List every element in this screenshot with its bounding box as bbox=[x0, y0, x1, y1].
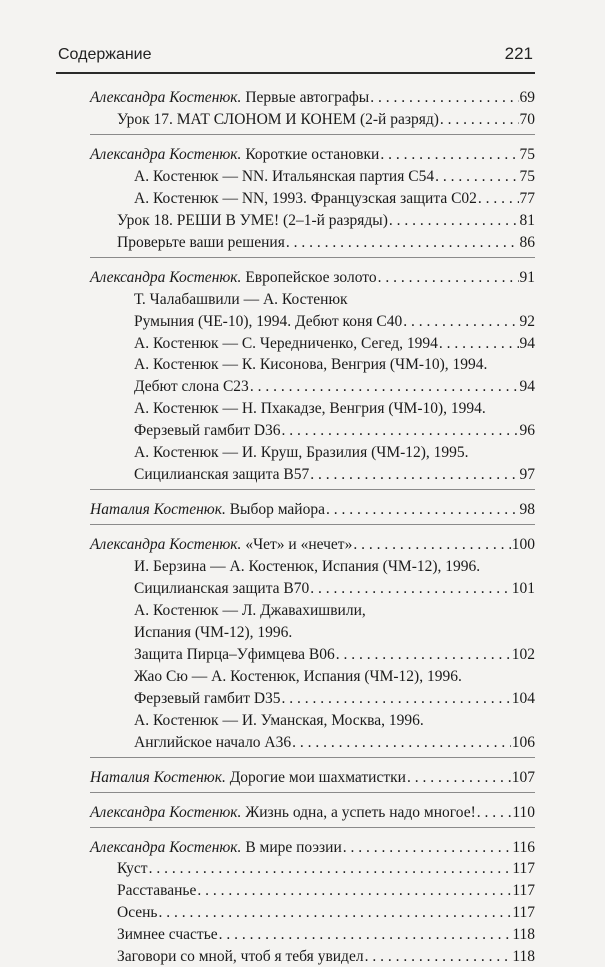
toc-entry-title bbox=[134, 623, 292, 643]
toc-entry-page: 92 bbox=[519, 312, 535, 330]
toc-entry-text: Первые автографы bbox=[241, 89, 370, 106]
toc-entry-title bbox=[117, 881, 196, 901]
toc-entry-title bbox=[134, 733, 291, 753]
toc-entry-page: 86 bbox=[519, 233, 535, 251]
dot-leader bbox=[149, 859, 512, 879]
toc-entry-page: 118 bbox=[512, 926, 535, 944]
dot-leader bbox=[292, 733, 511, 753]
toc-entry bbox=[134, 167, 535, 187]
toc-entry-text: Дорогие мои шахматистки bbox=[225, 768, 406, 786]
toc-entry-text: Английское начало А36 bbox=[134, 733, 292, 751]
toc-entry-page: 69 bbox=[519, 89, 535, 106]
toc-entry-text: Проверьте ваши решения bbox=[117, 233, 285, 251]
toc-entry-text: Румыния (ЧЕ-10), 1994. Дебют коня С40 bbox=[134, 312, 403, 330]
toc-entry-text: А. Костенюк — NN, 1993. Французская защита С02 bbox=[134, 189, 477, 207]
toc-entry-author: Александра Костенюк. bbox=[90, 89, 242, 106]
dot-leader bbox=[310, 465, 518, 485]
dot-leader bbox=[477, 803, 512, 823]
toc-entry-text: А. Костенюк — NN. Итальянская партия С54 bbox=[134, 167, 435, 185]
dot-leader bbox=[407, 768, 511, 788]
dot-leader bbox=[197, 881, 511, 901]
section-title: Содержание bbox=[58, 46, 152, 63]
toc-entry-page: 104 bbox=[511, 689, 535, 707]
toc-entry-title bbox=[90, 145, 379, 165]
toc-entry bbox=[134, 733, 535, 753]
toc-entry bbox=[134, 601, 535, 621]
toc-entry bbox=[134, 579, 535, 599]
toc-entry-text: Ферзевый гамбит D35 bbox=[134, 689, 281, 707]
toc-entry-text: Короткие остановки bbox=[241, 145, 380, 163]
section-divider bbox=[90, 257, 535, 258]
toc-entry bbox=[134, 334, 535, 354]
dot-leader bbox=[159, 903, 512, 923]
toc-entry-title bbox=[117, 925, 218, 945]
toc-entry-page: 98 bbox=[519, 501, 535, 519]
toc-entry bbox=[134, 667, 535, 687]
dot-leader bbox=[343, 838, 512, 858]
dot-leader bbox=[353, 535, 510, 555]
toc-entry-author: Александра Костенюк. bbox=[90, 803, 242, 821]
toc-entry-title bbox=[134, 334, 438, 354]
toc-entry bbox=[134, 623, 535, 643]
toc-entry-author: Александра Костенюк. bbox=[90, 268, 242, 286]
section-divider bbox=[90, 134, 535, 135]
toc-entry-page: 106 bbox=[511, 733, 535, 751]
toc-entry bbox=[117, 110, 535, 130]
toc-entry-text: Сицилианская защита В70 bbox=[134, 580, 310, 597]
toc-entry-author: Наталия Костенюк. bbox=[90, 768, 226, 786]
toc-entry bbox=[117, 947, 535, 967]
dot-leader bbox=[250, 377, 519, 397]
toc-entry-title bbox=[134, 399, 486, 419]
dot-leader bbox=[380, 145, 518, 165]
toc-entry-title bbox=[134, 667, 462, 687]
toc-entry bbox=[117, 903, 535, 923]
toc-entry bbox=[134, 689, 535, 709]
toc-entry-author: Александра Костенюк. bbox=[90, 536, 242, 554]
section-divider bbox=[90, 792, 535, 793]
toc-entry bbox=[134, 377, 535, 397]
toc-entry bbox=[117, 233, 535, 253]
toc-entry bbox=[134, 711, 535, 731]
toc-entry bbox=[117, 859, 535, 879]
dot-leader bbox=[439, 334, 519, 354]
toc-entry bbox=[134, 189, 535, 209]
toc-entry-text: Испания (ЧМ-12), 1996. bbox=[134, 623, 293, 641]
toc-entry-text: Урок 18. РЕШИ В УМЕ! (2–1-й разряды) bbox=[117, 211, 388, 229]
toc-entry-page: 75 bbox=[519, 167, 535, 185]
dot-leader bbox=[365, 947, 512, 967]
toc-entry-text: Дебют слона С23 bbox=[134, 378, 249, 396]
toc-entry-text: В мире поэзии bbox=[241, 838, 342, 856]
dot-leader bbox=[282, 421, 519, 441]
page-number: 221 bbox=[504, 44, 533, 63]
dot-leader bbox=[440, 110, 519, 130]
toc-entry bbox=[90, 268, 535, 288]
toc-entry-title bbox=[134, 167, 434, 187]
toc-entry-title bbox=[90, 88, 369, 108]
dot-leader bbox=[282, 689, 511, 709]
toc-entry-title bbox=[134, 443, 469, 463]
toc-entry-text: Жизнь одна, а успеть надо многое! bbox=[241, 803, 476, 821]
toc-entry-text: Заговори со мной, чтоб я тебя увидел bbox=[117, 948, 364, 966]
dot-leader bbox=[435, 167, 518, 187]
toc-entry-page: 94 bbox=[519, 334, 535, 352]
section-divider bbox=[90, 827, 535, 828]
toc-entry-text: Осень bbox=[117, 904, 158, 922]
toc-entry-title bbox=[134, 465, 309, 485]
dot-leader bbox=[286, 233, 519, 253]
toc-entry bbox=[90, 88, 535, 108]
toc-entry bbox=[90, 535, 535, 555]
toc-entry-text: Выбор майора bbox=[225, 501, 325, 519]
toc-entry-text: Расставанье bbox=[117, 882, 197, 900]
toc-entry-title bbox=[90, 803, 476, 823]
dot-leader bbox=[219, 925, 512, 945]
toc-entry-text: Жао Сю — А. Костенюк, Испания (ЧМ-12), 1996. bbox=[134, 667, 462, 685]
toc-entry-text: А. Костенюк — И. Уманская, Москва, 1996. bbox=[134, 711, 424, 729]
toc-entry-text: А. Костенюк — С. Чередниченко, Сегед, 1994 bbox=[134, 334, 438, 352]
toc-entry bbox=[117, 211, 535, 231]
dot-leader bbox=[403, 312, 518, 332]
toc-entry-page: 118 bbox=[512, 948, 535, 966]
toc-entry bbox=[90, 768, 535, 788]
toc-entry bbox=[134, 399, 535, 419]
toc-entry-title bbox=[134, 711, 424, 731]
toc-entry-title bbox=[117, 903, 158, 923]
toc-entry-text: Зимнее счастье bbox=[117, 926, 218, 944]
toc-entry bbox=[117, 925, 535, 945]
toc-entry-text: Европейское золото bbox=[241, 268, 377, 286]
toc-entry-author: Александра Костенюк. bbox=[90, 145, 242, 163]
toc-entry-title bbox=[134, 377, 249, 397]
toc-entry-page: 75 bbox=[519, 145, 535, 163]
toc-entry-title bbox=[90, 838, 342, 858]
toc-entry bbox=[90, 803, 535, 823]
toc-entry-title bbox=[134, 579, 309, 599]
toc-entry-page: 102 bbox=[511, 645, 535, 663]
toc-entry bbox=[134, 557, 535, 577]
toc-entry bbox=[90, 838, 535, 858]
toc-entry-title bbox=[90, 500, 325, 520]
toc-entry-title bbox=[134, 290, 348, 310]
toc-entry-title bbox=[134, 557, 480, 577]
toc-entry bbox=[117, 881, 535, 901]
toc-entry bbox=[90, 500, 535, 520]
toc-entry-title bbox=[117, 211, 388, 231]
toc-entry-title bbox=[117, 110, 439, 130]
toc-entry-page: 97 bbox=[519, 466, 535, 484]
dot-leader bbox=[310, 579, 510, 599]
toc-entry-page: 94 bbox=[519, 378, 535, 396]
toc-entry-text: И. Берзина — А. Костенюк, Испания (ЧМ-12), 1996. bbox=[134, 558, 481, 576]
toc-entry-title bbox=[134, 312, 402, 332]
toc-entry-page: 81 bbox=[519, 211, 535, 229]
toc-entry-title bbox=[90, 768, 406, 788]
toc-entry-page: 116 bbox=[512, 838, 535, 856]
toc-entry-text: Куст bbox=[117, 860, 148, 878]
toc-entry-text: Защита Пирца–Уфимцева В06 bbox=[134, 645, 335, 663]
toc-entry-page: 100 bbox=[511, 536, 535, 554]
toc-entry-text: Т. Чалабашвили — А. Костенюк bbox=[134, 290, 348, 308]
dot-leader bbox=[389, 211, 519, 231]
toc-entry-page: 117 bbox=[512, 882, 535, 900]
toc-entry-title bbox=[90, 535, 352, 555]
section-divider bbox=[90, 524, 535, 525]
toc-entry-page: 117 bbox=[512, 860, 535, 878]
toc-entry-text: А. Костенюк — Л. Джавахишвили, bbox=[134, 601, 366, 619]
toc-entry-page: 110 bbox=[512, 803, 535, 821]
dot-leader bbox=[336, 645, 511, 665]
dot-leader bbox=[370, 88, 518, 108]
toc-entry-title bbox=[117, 859, 148, 879]
toc-entry-page: 77 bbox=[519, 189, 535, 207]
toc-entry-author: Александра Костенюк. bbox=[90, 838, 242, 856]
toc-entry-page: 101 bbox=[511, 580, 535, 597]
toc-entry bbox=[134, 421, 535, 441]
toc-entry-title bbox=[134, 189, 477, 209]
toc-entry-page: 117 bbox=[512, 904, 535, 922]
toc-entry-text: А. Костенюк — К. Кисонова, Венгрия (ЧМ-10), 1994. bbox=[134, 356, 488, 374]
dot-leader bbox=[326, 500, 519, 520]
toc-entry-title bbox=[134, 355, 487, 375]
toc-entry-text: Ферзевый гамбит D36 bbox=[134, 422, 281, 440]
toc-entry-title bbox=[117, 233, 285, 253]
toc-entry-page: 91 bbox=[519, 268, 535, 286]
toc-entry-page: 107 bbox=[511, 768, 535, 786]
toc-entry-text: Урок 17. МАТ СЛОНОМ И КОНЕМ (2-й разряд) bbox=[117, 110, 439, 128]
toc-entry-title bbox=[90, 268, 377, 288]
toc-entry-title bbox=[117, 947, 364, 967]
toc-entry bbox=[134, 290, 535, 310]
toc-entry-page: 96 bbox=[519, 422, 535, 440]
toc-entry-title bbox=[134, 421, 281, 441]
toc-entry-author: Наталия Костенюк. bbox=[90, 501, 226, 519]
toc-entry bbox=[134, 355, 535, 375]
toc-entry-title bbox=[134, 601, 366, 621]
toc-entry-text: А. Костенюк — Н. Пхакадзе, Венгрия (ЧМ-10), 1994. bbox=[134, 400, 486, 418]
dot-leader bbox=[378, 268, 519, 288]
toc-entry-text: «Чет» и «нечет» bbox=[241, 536, 353, 554]
toc-entry bbox=[134, 465, 535, 485]
toc-entry-text: А. Костенюк — И. Круш, Бразилия (ЧМ-12), 1995. bbox=[134, 444, 469, 462]
dot-leader bbox=[478, 189, 519, 209]
section-divider bbox=[90, 489, 535, 490]
toc-entry bbox=[134, 645, 535, 665]
section-divider bbox=[90, 757, 535, 758]
toc-entry-text: Сицилианская защита В57 bbox=[134, 466, 310, 484]
toc-entry-page: 70 bbox=[519, 110, 535, 128]
toc-entry bbox=[134, 443, 535, 463]
toc-entry-title bbox=[134, 689, 281, 709]
toc-entry bbox=[134, 312, 535, 332]
toc-entry bbox=[90, 145, 535, 165]
toc-entry-title bbox=[134, 645, 335, 665]
